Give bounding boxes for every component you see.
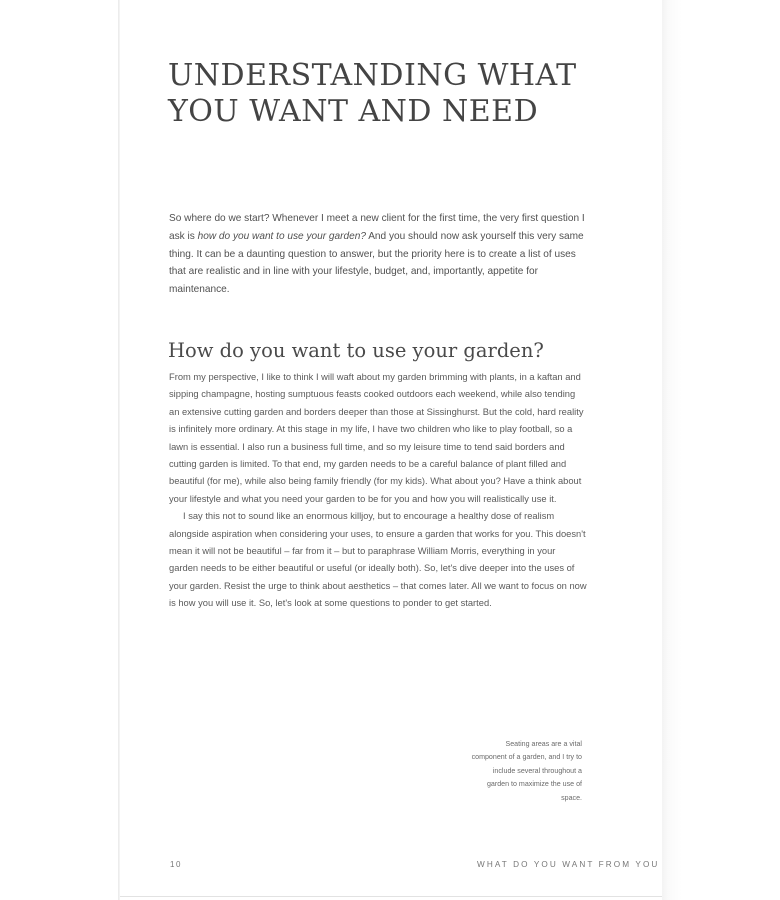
page-number: 10 [170, 860, 182, 869]
intro-paragraph [169, 210, 585, 299]
body-text [169, 369, 587, 613]
book-page [120, 0, 662, 900]
intro-emphasis: how do you want to use your garden? [197, 230, 366, 242]
intro-text-start: So where do we start? Whenever I meet a new client for the first time, the very first question I ask is [169, 213, 585, 242]
running-footer: WHAT DO YOU WANT FROM YOU [477, 860, 660, 869]
page-bottom-edge [120, 896, 662, 897]
intro-text-end: And you should now ask yourself this very same thing. It can be a daunting question to answer, but the priority here is to create a list of uses that are realistic and in line with your lifestyle, budget, and, importantly, appetite for maintenance. [169, 230, 584, 296]
chapter-title: UNDERSTANDING WHAT YOU WANT AND NEED [168, 58, 577, 129]
body-paragraph-1: From my perspective, I like to think I will waft about my garden brimming with plants, in a kaftan and sipping champagne, hosting sumptuous feasts cooked outdoors each weekend, while also tending an extensive cutting garden and borders deeper than those at Sissinghurst. But the cold, hard reality is infinitely more ordinary. At this stage in my life, I have two children who like to play football, so a lawn is essential. I also run a business full time, and so my leisure time to tend said borders and cutting garden is limited. To that end, my garden needs to be a careful balance of plant filled and beautiful (for me), while also being family friendly (for my kids). What about you? Have a think about your lifestyle and what you need your garden to be for you and how you will realistically use it. [169, 372, 584, 504]
facing-page-edge [662, 0, 780, 900]
photo-caption: Seating areas are a vital component of a garden, and I try to include several throughout a garden to maximize the use of space. [471, 740, 582, 802]
section-heading: How do you want to use your garden? [168, 339, 544, 362]
body-paragraph-2: I say this not to sound like an enormous killjoy, but to encourage a healthy dose of realism alongside aspiration when considering your uses, to ensure a garden that works for you. This doesn't mean it will not be beautiful – far from it – but to paraphrase William Morris, everything in your garden needs to be either beautiful or useful (or ideally both). So, let's dive deeper into the uses of your garden. Resist the urge to think about aesthetics – that comes later. All we want to focus on now is how you will use it. So, let's look at some questions to ponder to get started. [169, 511, 587, 609]
